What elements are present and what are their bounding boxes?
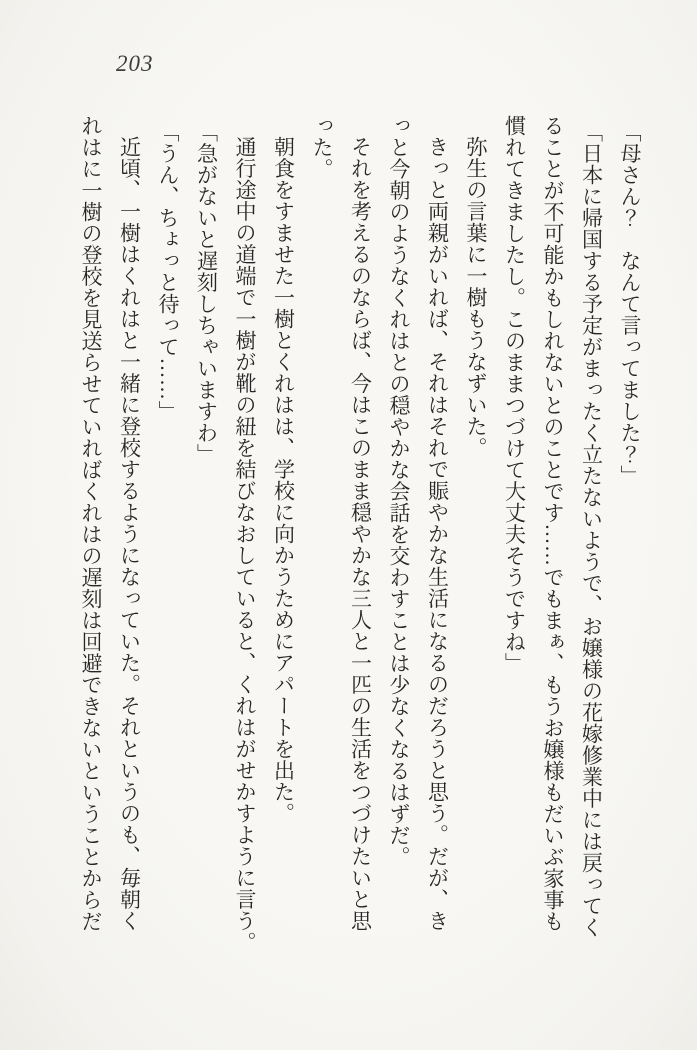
text-line: 近頃、一樹はくれはと一緒に登校するようになっていた。それというのも、毎朝く bbox=[117, 136, 142, 932]
page-number: 203 bbox=[116, 51, 154, 76]
text-line: 通行途中の道端で一樹が靴の紐を結びなおしていると、くれはがせかすように言う。 bbox=[233, 136, 257, 953]
text-block bbox=[72, 115, 650, 1005]
text-line: った。 bbox=[310, 115, 334, 180]
text-line: ることが不可能かもしれないとのことです……でもまぁ、もうお嬢様もだいぶ家事も bbox=[541, 115, 565, 932]
text-line: 「母さん？ なんて言ってました？」 bbox=[618, 121, 642, 487]
text-line: っと今朝のようなくれはとの穏やかな会話を交わすことは少なくなるはずだ。 bbox=[387, 115, 411, 868]
text-line: 「日本に帰国する予定がまったく立たないようで、お嬢様の花嫁修業中には戻ってく bbox=[579, 121, 604, 938]
text-line: 朝食をすませた一樹とくれはは、学校に向かうためにアパートを出た。 bbox=[271, 136, 296, 824]
text-line: れはに一樹の登校を見送らせていればくれはの遅刻は回避できないということからだ bbox=[79, 115, 103, 932]
text-line: きっと両親がいれば、それはそれで賑やかな生活になるのだろうと思う。だが、き bbox=[425, 136, 450, 932]
text-line: 慣れてきましたし。このままつづけて大丈夫そうですね」 bbox=[502, 115, 527, 674]
text-line: 弥生の言葉に一樹もうなずいた。 bbox=[464, 136, 488, 459]
text-line: それを考えるのならば、今はこのまま穏やかな三人と一匹の生活をつづけたいと思 bbox=[348, 136, 373, 932]
text-line: 「うん、ちょっと待って……」 bbox=[156, 121, 180, 422]
text-line: 「急がないと遅刻しちゃいますわ」 bbox=[194, 121, 219, 465]
